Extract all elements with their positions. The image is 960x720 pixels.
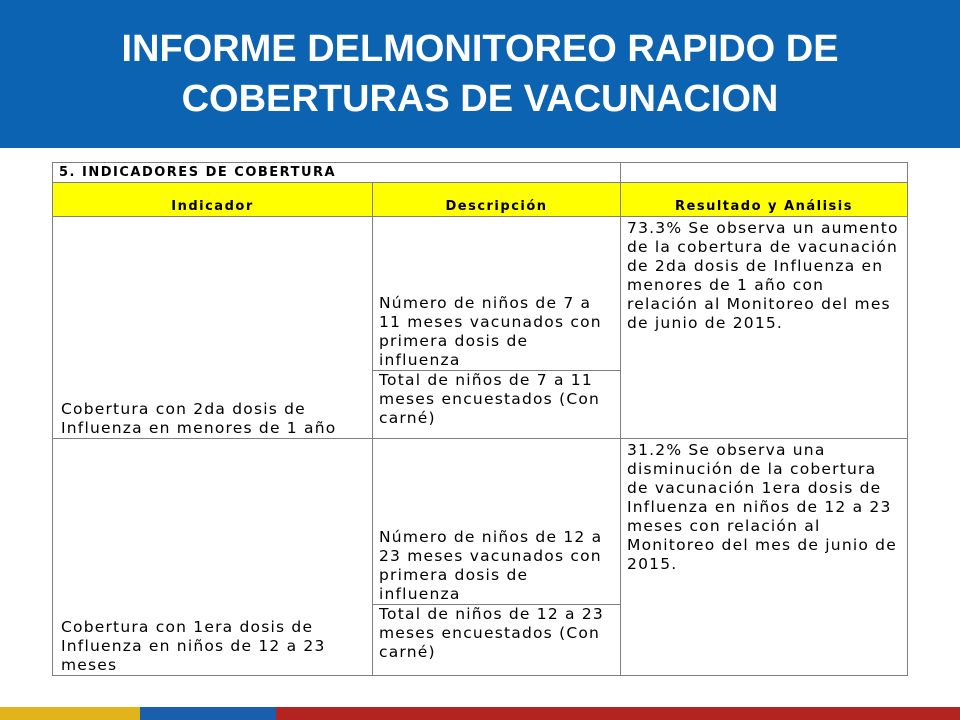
footer-bar-gold bbox=[0, 707, 140, 720]
section-title: 5. INDICADORES DE COBERTURA bbox=[53, 163, 621, 183]
footer-bar-red bbox=[276, 707, 960, 720]
indicator-cell: Cobertura con 1era dosis de Influenza en niños de 12 a 23 meses bbox=[53, 438, 373, 675]
indicators-table bbox=[52, 162, 908, 676]
page-title: INFORME DELMONITOREO RAPIDO DE COBERTURAS DE VACUNACION bbox=[121, 28, 839, 120]
column-header-result: Resultado y Análisis bbox=[621, 183, 908, 217]
result-cell: 31.2% Se observa una disminución de la cobertura de vacunación 1era dosis de Influenza en niños de 12 a 23 meses con relación al Monitoreo del mes de junio de 2015. bbox=[621, 438, 908, 675]
footer-bar-blue bbox=[140, 707, 276, 720]
numerator-cell: Número de niños de 12 a 23 meses vacunados con primera dosis de influenza bbox=[373, 438, 621, 604]
column-header-indicator: Indicador bbox=[53, 183, 373, 217]
section-empty-cell bbox=[621, 163, 908, 183]
denominator-cell: Total de niños de 7 a 11 meses encuestados (Con carné) bbox=[373, 371, 621, 438]
title-banner bbox=[0, 0, 960, 148]
footer-color-bar bbox=[0, 707, 960, 720]
denominator-cell: Total de niños de 12 a 23 meses encuestados (Con carné) bbox=[373, 604, 621, 675]
column-header-description: Descripción bbox=[373, 183, 621, 217]
section-row bbox=[53, 163, 908, 183]
indicator-cell: Cobertura con 2da dosis de Influenza en menores de 1 año bbox=[53, 217, 373, 438]
table-row bbox=[53, 438, 908, 604]
table-header-row bbox=[53, 183, 908, 217]
table-row bbox=[53, 217, 908, 371]
numerator-cell: Número de niños de 7 a 11 meses vacunados con primera dosis de influenza bbox=[373, 217, 621, 371]
result-cell: 73.3% Se observa un aumento de la cobertura de vacunación de 2da dosis de Influenza en menores de 1 año con relación al Monitoreo del mes de junio de 2015. bbox=[621, 217, 908, 438]
